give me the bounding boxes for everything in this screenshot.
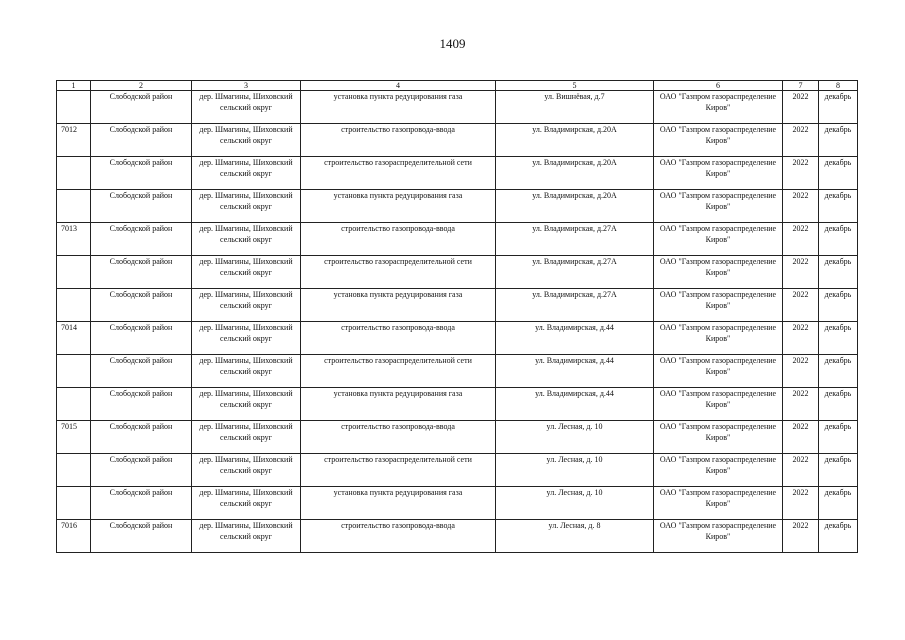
address-cell: ул. Владимирская, д.44 — [496, 355, 654, 388]
month-cell: декабрь — [819, 157, 858, 190]
locality-cell: дер. Шмагины, Шиховский сельский округ — [192, 223, 301, 256]
address-cell: ул. Владимирская, д.20А — [496, 124, 654, 157]
year-cell: 2022 — [783, 454, 819, 487]
table-row — [57, 157, 858, 190]
month-cell: декабрь — [819, 190, 858, 223]
district-cell: Слободской район — [91, 289, 192, 322]
year-cell: 2022 — [783, 388, 819, 421]
locality-cell: дер. Шмагины, Шиховский сельский округ — [192, 157, 301, 190]
month-cell: декабрь — [819, 223, 858, 256]
district-cell: Слободской район — [91, 520, 192, 553]
address-cell: ул. Владимирская, д.20А — [496, 190, 654, 223]
district-cell: Слободской район — [91, 223, 192, 256]
table-row — [57, 91, 858, 124]
work-type-cell: строительство газопровода-ввода — [301, 223, 496, 256]
address-cell: ул. Владимирская, д.27А — [496, 289, 654, 322]
work-type-cell: установка пункта редуцирования газа — [301, 487, 496, 520]
header-row — [57, 81, 858, 91]
organization-cell: ОАО "Газпром газораспределение Киров" — [654, 256, 783, 289]
table-row — [57, 289, 858, 322]
column-header-6: 6 — [654, 81, 783, 91]
organization-cell: ОАО "Газпром газораспределение Киров" — [654, 487, 783, 520]
month-cell: декабрь — [819, 124, 858, 157]
page-number: 1409 — [439, 36, 466, 51]
year-cell: 2022 — [783, 289, 819, 322]
row-number-cell — [57, 454, 91, 487]
column-header-2: 2 — [91, 81, 192, 91]
address-cell: ул. Лесная, д. 10 — [496, 487, 654, 520]
row-number-cell — [57, 91, 91, 124]
year-cell: 2022 — [783, 91, 819, 124]
row-number-cell — [57, 355, 91, 388]
table-row — [57, 487, 858, 520]
locality-cell: дер. Шмагины, Шиховский сельский округ — [192, 190, 301, 223]
locality-cell: дер. Шмагины, Шиховский сельский округ — [192, 256, 301, 289]
district-cell: Слободской район — [91, 388, 192, 421]
organization-cell: ОАО "Газпром газораспределение Киров" — [654, 91, 783, 124]
locality-cell: дер. Шмагины, Шиховский сельский округ — [192, 91, 301, 124]
work-type-cell: строительство газопровода-ввода — [301, 520, 496, 553]
column-header-4: 4 — [301, 81, 496, 91]
organization-cell: ОАО "Газпром газораспределение Киров" — [654, 124, 783, 157]
year-cell: 2022 — [783, 124, 819, 157]
column-header-3: 3 — [192, 81, 301, 91]
month-cell: декабрь — [819, 520, 858, 553]
month-cell: декабрь — [819, 322, 858, 355]
table-row — [57, 322, 858, 355]
organization-cell: ОАО "Газпром газораспределение Киров" — [654, 223, 783, 256]
district-cell: Слободской район — [91, 355, 192, 388]
locality-cell: дер. Шмагины, Шиховский сельский округ — [192, 289, 301, 322]
address-cell: ул. Владимирская, д.27А — [496, 256, 654, 289]
organization-cell: ОАО "Газпром газораспределение Киров" — [654, 157, 783, 190]
locality-cell: дер. Шмагины, Шиховский сельский округ — [192, 124, 301, 157]
district-cell: Слободской район — [91, 124, 192, 157]
month-cell: декабрь — [819, 256, 858, 289]
address-cell: ул. Владимирская, д.20А — [496, 157, 654, 190]
address-cell: ул. Владимирская, д.44 — [496, 322, 654, 355]
district-cell: Слободской район — [91, 91, 192, 124]
month-cell: декабрь — [819, 388, 858, 421]
locality-cell: дер. Шмагины, Шиховский сельский округ — [192, 355, 301, 388]
district-cell: Слободской район — [91, 421, 192, 454]
address-cell: ул. Вишнёвая, д.7 — [496, 91, 654, 124]
address-cell: ул. Владимирская, д.44 — [496, 388, 654, 421]
address-cell: ул. Лесная, д. 8 — [496, 520, 654, 553]
year-cell: 2022 — [783, 355, 819, 388]
year-cell: 2022 — [783, 190, 819, 223]
month-cell: декабрь — [819, 454, 858, 487]
district-cell: Слободской район — [91, 322, 192, 355]
row-number-cell — [57, 256, 91, 289]
table-row — [57, 388, 858, 421]
organization-cell: ОАО "Газпром газораспределение Киров" — [654, 454, 783, 487]
organization-cell: ОАО "Газпром газораспределение Киров" — [654, 355, 783, 388]
district-cell: Слободской район — [91, 190, 192, 223]
row-number-cell: 7015 — [57, 421, 91, 454]
gasification-table — [56, 80, 858, 553]
row-number-cell — [57, 289, 91, 322]
table-row — [57, 421, 858, 454]
table-row — [57, 190, 858, 223]
year-cell: 2022 — [783, 322, 819, 355]
organization-cell: ОАО "Газпром газораспределение Киров" — [654, 190, 783, 223]
organization-cell: ОАО "Газпром газораспределение Киров" — [654, 322, 783, 355]
year-cell: 2022 — [783, 223, 819, 256]
district-cell: Слободской район — [91, 454, 192, 487]
organization-cell: ОАО "Газпром газораспределение Киров" — [654, 289, 783, 322]
row-number-cell — [57, 157, 91, 190]
year-cell: 2022 — [783, 487, 819, 520]
organization-cell: ОАО "Газпром газораспределение Киров" — [654, 520, 783, 553]
column-header-7: 7 — [783, 81, 819, 91]
row-number-cell — [57, 190, 91, 223]
locality-cell: дер. Шмагины, Шиховский сельский округ — [192, 454, 301, 487]
month-cell: декабрь — [819, 289, 858, 322]
row-number-cell — [57, 388, 91, 421]
work-type-cell: установка пункта редуцирования газа — [301, 91, 496, 124]
month-cell: декабрь — [819, 421, 858, 454]
table-row — [57, 124, 858, 157]
table-row — [57, 454, 858, 487]
work-type-cell: установка пункта редуцирования газа — [301, 388, 496, 421]
year-cell: 2022 — [783, 421, 819, 454]
organization-cell: ОАО "Газпром газораспределение Киров" — [654, 421, 783, 454]
row-number-cell: 7014 — [57, 322, 91, 355]
work-type-cell: строительство газораспределительной сети — [301, 454, 496, 487]
row-number-cell — [57, 487, 91, 520]
locality-cell: дер. Шмагины, Шиховский сельский округ — [192, 322, 301, 355]
table-row — [57, 520, 858, 553]
row-number-cell: 7016 — [57, 520, 91, 553]
locality-cell: дер. Шмагины, Шиховский сельский округ — [192, 388, 301, 421]
month-cell: декабрь — [819, 355, 858, 388]
table-row — [57, 223, 858, 256]
address-cell: ул. Лесная, д. 10 — [496, 421, 654, 454]
work-type-cell: строительство газораспределительной сети — [301, 157, 496, 190]
address-cell: ул. Лесная, д. 10 — [496, 454, 654, 487]
year-cell: 2022 — [783, 157, 819, 190]
year-cell: 2022 — [783, 256, 819, 289]
locality-cell: дер. Шмагины, Шиховский сельский округ — [192, 487, 301, 520]
month-cell: декабрь — [819, 487, 858, 520]
district-cell: Слободской район — [91, 256, 192, 289]
district-cell: Слободской район — [91, 487, 192, 520]
work-type-cell: строительство газораспределительной сети — [301, 256, 496, 289]
work-type-cell: строительство газопровода-ввода — [301, 421, 496, 454]
locality-cell: дер. Шмагины, Шиховский сельский округ — [192, 421, 301, 454]
work-type-cell: установка пункта редуцирования газа — [301, 190, 496, 223]
month-cell: декабрь — [819, 91, 858, 124]
locality-cell: дер. Шмагины, Шиховский сельский округ — [192, 520, 301, 553]
table-body — [57, 91, 858, 553]
year-cell: 2022 — [783, 520, 819, 553]
work-type-cell: установка пункта редуцирования газа — [301, 289, 496, 322]
row-number-cell: 7013 — [57, 223, 91, 256]
column-header-1: 1 — [57, 81, 91, 91]
column-header-8: 8 — [819, 81, 858, 91]
column-header-5: 5 — [496, 81, 654, 91]
table-row — [57, 355, 858, 388]
address-cell: ул. Владимирская, д.27А — [496, 223, 654, 256]
table-row — [57, 256, 858, 289]
work-type-cell: строительство газопровода-ввода — [301, 322, 496, 355]
organization-cell: ОАО "Газпром газораспределение Киров" — [654, 388, 783, 421]
row-number-cell: 7012 — [57, 124, 91, 157]
work-type-cell: строительство газопровода-ввода — [301, 124, 496, 157]
district-cell: Слободской район — [91, 157, 192, 190]
work-type-cell: строительство газораспределительной сети — [301, 355, 496, 388]
